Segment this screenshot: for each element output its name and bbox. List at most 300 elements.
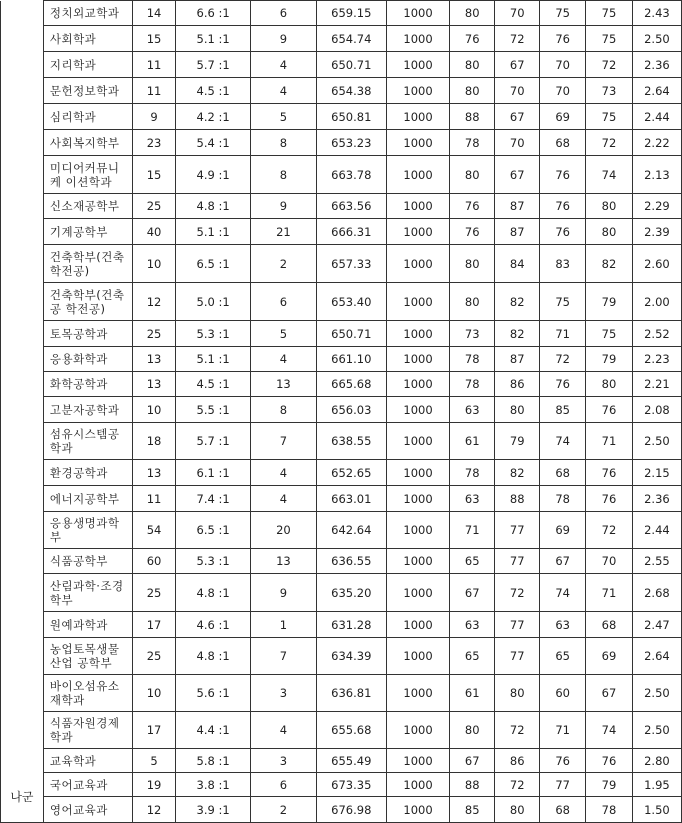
cell-grade: 2.50: [632, 712, 681, 749]
cell-score-4: 69: [586, 638, 633, 675]
cell-score: 676.98: [316, 797, 386, 823]
cell-score-3: 67: [540, 549, 586, 574]
cell-full-score: 1000: [386, 712, 449, 749]
cell-score: 666.31: [316, 219, 386, 245]
cell-count: 7: [251, 423, 317, 460]
cell-score: 650.71: [316, 52, 386, 78]
cell-full-score: 1000: [386, 549, 449, 574]
cell-score-1: 85: [450, 797, 495, 823]
cell-score: 661.10: [316, 347, 386, 372]
cell-score-3: 72: [540, 347, 586, 372]
cell-score-3: 75: [540, 1, 586, 26]
cell-full-score: 1000: [386, 423, 449, 460]
cell-score-2: 84: [495, 245, 540, 283]
cell-count: 3: [251, 749, 317, 773]
cell-count: 5: [251, 321, 317, 347]
cell-quota: 9: [132, 104, 175, 130]
cell-score-1: 78: [450, 372, 495, 397]
cell-name: 사회복지학부: [43, 130, 132, 156]
cell-name: 문헌정보학과: [43, 78, 132, 104]
cell-name: 건축학부(건축공 학전공): [43, 283, 132, 321]
cell-name: 바이오섬유소 재학과: [43, 675, 132, 712]
cell-score-2: 80: [495, 397, 540, 423]
cell-count: 6: [251, 283, 317, 321]
cell-full-score: 1000: [386, 638, 449, 675]
cell-score: 654.74: [316, 26, 386, 52]
cell-score-1: 63: [450, 612, 495, 638]
cell-score-1: 80: [450, 283, 495, 321]
cell-full-score: 1000: [386, 104, 449, 130]
cell-grade: 2.44: [632, 512, 681, 549]
cell-score-1: 65: [450, 549, 495, 574]
cell-grade: 2.15: [632, 460, 681, 486]
cell-score-2: 67: [495, 156, 540, 194]
cell-score-1: 76: [450, 26, 495, 52]
cell-count: 2: [251, 797, 317, 823]
cell-full-score: 1000: [386, 675, 449, 712]
cell-score-2: 82: [495, 283, 540, 321]
cell-score-4: 76: [586, 486, 633, 512]
cell-score: 655.68: [316, 712, 386, 749]
cell-name: 신소재공학부: [43, 194, 132, 219]
cell-ratio: 4.2 :1: [176, 104, 251, 130]
cell-ratio: 6.6 :1: [176, 1, 251, 26]
table-row: [1, 283, 682, 321]
table-row: [1, 549, 682, 574]
cell-count: 6: [251, 773, 317, 797]
cell-score-2: 79: [495, 423, 540, 460]
cell-count: 3: [251, 675, 317, 712]
cell-score-3: 68: [540, 130, 586, 156]
cell-score-2: 88: [495, 486, 540, 512]
cell-quota: 11: [132, 486, 175, 512]
cell-ratio: 6.1 :1: [176, 460, 251, 486]
cell-score-4: 71: [586, 574, 633, 612]
cell-full-score: 1000: [386, 156, 449, 194]
cell-score: 655.49: [316, 749, 386, 773]
cell-score-3: 78: [540, 486, 586, 512]
cell-ratio: 4.8 :1: [176, 574, 251, 612]
cell-count: 4: [251, 347, 317, 372]
cell-score: 673.35: [316, 773, 386, 797]
cell-score-1: 78: [450, 347, 495, 372]
cell-score-4: 68: [586, 612, 633, 638]
cell-grade: 2.44: [632, 104, 681, 130]
group-label: 나군: [1, 1, 44, 823]
cell-count: 7: [251, 638, 317, 675]
cell-score: 636.81: [316, 675, 386, 712]
cell-quota: 13: [132, 347, 175, 372]
cell-ratio: 5.3 :1: [176, 549, 251, 574]
cell-name: 사회학과: [43, 26, 132, 52]
cell-score-2: 82: [495, 321, 540, 347]
cell-score-4: 74: [586, 156, 633, 194]
cell-score-4: 79: [586, 347, 633, 372]
cell-score-2: 72: [495, 26, 540, 52]
cell-ratio: 4.5 :1: [176, 372, 251, 397]
cell-ratio: 5.6 :1: [176, 675, 251, 712]
cell-score-2: 72: [495, 574, 540, 612]
cell-grade: 2.36: [632, 486, 681, 512]
cell-quota: 17: [132, 612, 175, 638]
cell-quota: 10: [132, 245, 175, 283]
cell-full-score: 1000: [386, 219, 449, 245]
cell-full-score: 1000: [386, 797, 449, 823]
cell-grade: 2.29: [632, 194, 681, 219]
cell-grade: 2.55: [632, 549, 681, 574]
cell-count: 4: [251, 712, 317, 749]
cell-score-1: 88: [450, 773, 495, 797]
cell-quota: 15: [132, 156, 175, 194]
cell-ratio: 4.8 :1: [176, 638, 251, 675]
cell-ratio: 6.5 :1: [176, 245, 251, 283]
cell-quota: 23: [132, 130, 175, 156]
table-row: [1, 512, 682, 549]
cell-score-2: 82: [495, 460, 540, 486]
cell-score-4: 80: [586, 219, 633, 245]
cell-name: 식품공학부: [43, 549, 132, 574]
cell-grade: 2.13: [632, 156, 681, 194]
cell-score-2: 70: [495, 78, 540, 104]
cell-quota: 15: [132, 26, 175, 52]
cell-quota: 54: [132, 512, 175, 549]
cell-score-3: 68: [540, 460, 586, 486]
table-row: [1, 486, 682, 512]
cell-grade: 2.50: [632, 26, 681, 52]
cell-score-1: 88: [450, 104, 495, 130]
cell-grade: 2.21: [632, 372, 681, 397]
cell-grade: 2.60: [632, 245, 681, 283]
cell-name: 화학공학과: [43, 372, 132, 397]
cell-score-2: 77: [495, 612, 540, 638]
cell-quota: 17: [132, 712, 175, 749]
table-row: [1, 156, 682, 194]
cell-score-2: 72: [495, 712, 540, 749]
cell-count: 8: [251, 130, 317, 156]
cell-score-3: 85: [540, 397, 586, 423]
cell-score: 635.20: [316, 574, 386, 612]
cell-score-1: 80: [450, 1, 495, 26]
cell-quota: 25: [132, 574, 175, 612]
cell-quota: 11: [132, 78, 175, 104]
cell-grade: 2.64: [632, 78, 681, 104]
cell-score-3: 76: [540, 372, 586, 397]
cell-grade: 1.95: [632, 773, 681, 797]
cell-score-3: 60: [540, 675, 586, 712]
table-row: [1, 712, 682, 749]
cell-count: 5: [251, 104, 317, 130]
cell-score-1: 71: [450, 512, 495, 549]
cell-count: 4: [251, 486, 317, 512]
table-row: [1, 612, 682, 638]
cell-ratio: 3.8 :1: [176, 773, 251, 797]
cell-quota: 25: [132, 321, 175, 347]
cell-score-2: 80: [495, 797, 540, 823]
cell-score: 642.64: [316, 512, 386, 549]
table-row: [1, 423, 682, 460]
cell-quota: 5: [132, 749, 175, 773]
table-row: [1, 397, 682, 423]
table-body: [1, 1, 682, 823]
cell-score-3: 69: [540, 512, 586, 549]
cell-ratio: 4.8 :1: [176, 194, 251, 219]
cell-score: 663.78: [316, 156, 386, 194]
cell-score-1: 61: [450, 675, 495, 712]
cell-score-2: 87: [495, 347, 540, 372]
cell-score-4: 80: [586, 372, 633, 397]
cell-score: 665.68: [316, 372, 386, 397]
cell-full-score: 1000: [386, 612, 449, 638]
cell-name: 건축학부(건축 학전공): [43, 245, 132, 283]
cell-score: 650.71: [316, 321, 386, 347]
cell-score-1: 65: [450, 638, 495, 675]
cell-score-2: 77: [495, 638, 540, 675]
table-row: [1, 26, 682, 52]
cell-name: 영어교육과: [43, 797, 132, 823]
cell-count: 8: [251, 156, 317, 194]
table-row: [1, 130, 682, 156]
cell-score-2: 86: [495, 372, 540, 397]
table-row: [1, 460, 682, 486]
cell-count: 20: [251, 512, 317, 549]
cell-score-3: 70: [540, 52, 586, 78]
cell-grade: 2.68: [632, 574, 681, 612]
cell-score-3: 74: [540, 574, 586, 612]
cell-score-1: 67: [450, 749, 495, 773]
cell-ratio: 5.8 :1: [176, 749, 251, 773]
cell-score-4: 71: [586, 423, 633, 460]
cell-quota: 25: [132, 194, 175, 219]
cell-score-3: 71: [540, 321, 586, 347]
cell-full-score: 1000: [386, 486, 449, 512]
cell-score-2: 67: [495, 104, 540, 130]
cell-full-score: 1000: [386, 194, 449, 219]
cell-quota: 10: [132, 397, 175, 423]
cell-count: 13: [251, 549, 317, 574]
cell-score-4: 72: [586, 512, 633, 549]
cell-score-4: 75: [586, 321, 633, 347]
cell-score-1: 76: [450, 219, 495, 245]
cell-score: 634.39: [316, 638, 386, 675]
cell-ratio: 3.9 :1: [176, 797, 251, 823]
cell-count: 9: [251, 574, 317, 612]
cell-score-2: 72: [495, 773, 540, 797]
cell-name: 섬유시스템공 학과: [43, 423, 132, 460]
cell-score-4: 80: [586, 194, 633, 219]
cell-grade: 2.50: [632, 675, 681, 712]
cell-name: 산림과학·조경 학부: [43, 574, 132, 612]
cell-count: 4: [251, 78, 317, 104]
cell-grade: 1.50: [632, 797, 681, 823]
cell-score-1: 80: [450, 52, 495, 78]
cell-score: 653.40: [316, 283, 386, 321]
table-row: [1, 194, 682, 219]
cell-count: 13: [251, 372, 317, 397]
table-row: [1, 52, 682, 78]
cell-full-score: 1000: [386, 78, 449, 104]
cell-score-4: 79: [586, 283, 633, 321]
cell-score-2: 80: [495, 675, 540, 712]
cell-ratio: 5.1 :1: [176, 347, 251, 372]
cell-count: 1: [251, 612, 317, 638]
cell-name: 고분자공학과: [43, 397, 132, 423]
cell-grade: 2.47: [632, 612, 681, 638]
cell-score-4: 72: [586, 130, 633, 156]
cell-grade: 2.52: [632, 321, 681, 347]
cell-name: 에너지공학부: [43, 486, 132, 512]
cell-score-1: 78: [450, 130, 495, 156]
cell-score-1: 61: [450, 423, 495, 460]
cell-name: 미디어커뮤니케 이션학과: [43, 156, 132, 194]
cell-count: 9: [251, 194, 317, 219]
cell-score-4: 76: [586, 749, 633, 773]
cell-score-2: 77: [495, 512, 540, 549]
cell-quota: 40: [132, 219, 175, 245]
cell-name: 응용생명과학 부: [43, 512, 132, 549]
cell-score: 631.28: [316, 612, 386, 638]
cell-score: 657.33: [316, 245, 386, 283]
cell-name: 토목공학과: [43, 321, 132, 347]
cell-score: 650.81: [316, 104, 386, 130]
table-row: [1, 574, 682, 612]
cell-score-4: 75: [586, 104, 633, 130]
cell-full-score: 1000: [386, 245, 449, 283]
cell-score-1: 67: [450, 574, 495, 612]
cell-score-2: 77: [495, 549, 540, 574]
cell-score-3: 69: [540, 104, 586, 130]
cell-score-3: 68: [540, 797, 586, 823]
cell-count: 21: [251, 219, 317, 245]
cell-full-score: 1000: [386, 773, 449, 797]
cell-score: 663.01: [316, 486, 386, 512]
cell-name: 농업토목생물산업 공학부: [43, 638, 132, 675]
cell-grade: 2.80: [632, 749, 681, 773]
cell-score: 663.56: [316, 194, 386, 219]
cell-score-2: 70: [495, 1, 540, 26]
cell-ratio: 5.5 :1: [176, 397, 251, 423]
cell-ratio: 5.4 :1: [176, 130, 251, 156]
cell-score-3: 63: [540, 612, 586, 638]
cell-score-4: 70: [586, 549, 633, 574]
cell-quota: 13: [132, 372, 175, 397]
cell-grade: 2.08: [632, 397, 681, 423]
cell-score-4: 76: [586, 460, 633, 486]
cell-score-2: 86: [495, 749, 540, 773]
cell-score-2: 67: [495, 52, 540, 78]
cell-ratio: 7.4 :1: [176, 486, 251, 512]
table-row: [1, 104, 682, 130]
cell-full-score: 1000: [386, 397, 449, 423]
cell-score-1: 80: [450, 245, 495, 283]
cell-ratio: 4.6 :1: [176, 612, 251, 638]
cell-score-3: 76: [540, 26, 586, 52]
cell-ratio: 6.5 :1: [176, 512, 251, 549]
cell-full-score: 1000: [386, 52, 449, 78]
cell-full-score: 1000: [386, 283, 449, 321]
cell-name: 국어교육과: [43, 773, 132, 797]
cell-score-3: 70: [540, 78, 586, 104]
table-row: [1, 78, 682, 104]
cell-score-4: 75: [586, 1, 633, 26]
cell-count: 8: [251, 397, 317, 423]
cell-name: 기계공학부: [43, 219, 132, 245]
cell-score: 638.55: [316, 423, 386, 460]
cell-score-3: 71: [540, 712, 586, 749]
cell-full-score: 1000: [386, 574, 449, 612]
cell-quota: 14: [132, 1, 175, 26]
cell-score-1: 80: [450, 156, 495, 194]
table-row: [1, 321, 682, 347]
cell-ratio: 4.5 :1: [176, 78, 251, 104]
cell-name: 원예과학과: [43, 612, 132, 638]
cell-score-4: 72: [586, 52, 633, 78]
table-row: [1, 245, 682, 283]
table-row: [1, 347, 682, 372]
cell-quota: 10: [132, 675, 175, 712]
cell-grade: 2.22: [632, 130, 681, 156]
cell-score-4: 74: [586, 712, 633, 749]
cell-grade: 2.36: [632, 52, 681, 78]
cell-score-1: 80: [450, 712, 495, 749]
cell-score-3: 65: [540, 638, 586, 675]
cell-quota: 18: [132, 423, 175, 460]
cell-quota: 12: [132, 797, 175, 823]
cell-grade: 2.50: [632, 423, 681, 460]
cell-quota: 13: [132, 460, 175, 486]
cell-count: 2: [251, 245, 317, 283]
cell-score: 652.65: [316, 460, 386, 486]
cell-score-4: 67: [586, 675, 633, 712]
cell-score: 636.55: [316, 549, 386, 574]
cell-ratio: 5.3 :1: [176, 321, 251, 347]
cell-full-score: 1000: [386, 347, 449, 372]
cell-full-score: 1000: [386, 321, 449, 347]
cell-ratio: 5.0 :1: [176, 283, 251, 321]
cell-score-3: 74: [540, 423, 586, 460]
cell-full-score: 1000: [386, 372, 449, 397]
cell-grade: 2.39: [632, 219, 681, 245]
cell-count: 4: [251, 52, 317, 78]
cell-score-3: 83: [540, 245, 586, 283]
cell-quota: 19: [132, 773, 175, 797]
cell-score-1: 80: [450, 78, 495, 104]
cell-score-3: 75: [540, 283, 586, 321]
table-row: [1, 1, 682, 26]
cell-score: 656.03: [316, 397, 386, 423]
cell-full-score: 1000: [386, 460, 449, 486]
table-row: [1, 372, 682, 397]
cell-full-score: 1000: [386, 26, 449, 52]
cell-name: 응용화학과: [43, 347, 132, 372]
cell-score-1: 63: [450, 486, 495, 512]
table-row: [1, 773, 682, 797]
cell-full-score: 1000: [386, 749, 449, 773]
table-row: [1, 749, 682, 773]
cell-full-score: 1000: [386, 1, 449, 26]
cell-ratio: 5.7 :1: [176, 423, 251, 460]
cell-score-3: 76: [540, 749, 586, 773]
cell-score-4: 76: [586, 397, 633, 423]
cell-score-2: 70: [495, 130, 540, 156]
cell-score-3: 76: [540, 194, 586, 219]
cell-quota: 60: [132, 549, 175, 574]
cell-score-4: 82: [586, 245, 633, 283]
cell-name: 지리학과: [43, 52, 132, 78]
cell-count: 6: [251, 1, 317, 26]
cell-name: 식품자원경제 학과: [43, 712, 132, 749]
table-row: [1, 797, 682, 823]
cell-ratio: 4.4 :1: [176, 712, 251, 749]
